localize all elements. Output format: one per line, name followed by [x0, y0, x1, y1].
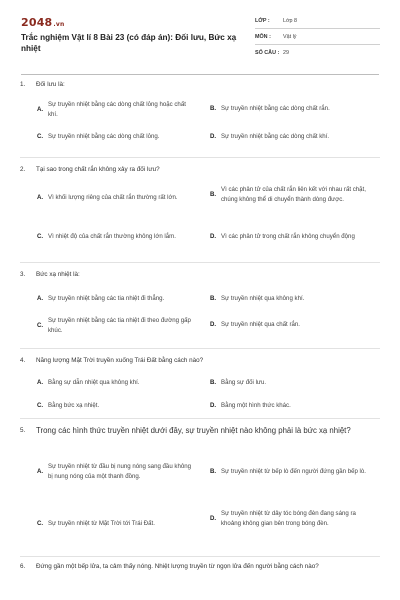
question-4: [20, 356, 380, 409]
meta-row-subject: [255, 29, 380, 45]
meta-label: LỚP :: [255, 17, 270, 24]
option-letter: C.: [37, 402, 44, 409]
option-letter: A.: [37, 467, 44, 475]
option-b[interactable]: [210, 467, 380, 477]
question-divider: [20, 157, 380, 158]
option-text: Bằng một hình thức khác.: [221, 402, 291, 409]
option-a[interactable]: [37, 193, 207, 203]
question-stem: [20, 165, 380, 175]
quiz-meta: [255, 13, 380, 60]
option-text: Bằng bức xạ nhiệt.: [48, 402, 100, 409]
option-b[interactable]: [210, 185, 380, 204]
option-text: Sự truyền nhiệt bằng các tia nhiệt đi theo đường gấp khúc.: [48, 317, 191, 334]
meta-value: Lớp 8: [283, 17, 298, 24]
option-d[interactable]: [210, 401, 380, 411]
option-text: Sự truyền nhiệt từ đầu bị nung nóng sang đầu không bị nung nóng của một thanh đồng.: [48, 463, 192, 480]
question-number: 2.: [20, 166, 26, 173]
meta-value: 29: [283, 49, 289, 56]
option-b[interactable]: [210, 378, 380, 388]
question-divider: [20, 418, 380, 419]
question-text: Tại sao trong chất rắn không xảy ra đối lưu?: [36, 166, 160, 173]
page-title: Trắc nghiệm Vật lí 8 Bài 23 (có đáp án): Đối lưu, Bức xạ nhiệt: [21, 33, 237, 53]
option-d[interactable]: [210, 320, 380, 330]
option-text: Vì khối lượng riêng của chất rắn thường rất lớn.: [48, 194, 178, 201]
option-text: Sự truyền nhiệt qua không khí.: [221, 295, 305, 302]
question-text: Trong các hình thức truyền nhiệt dưới đây, sự truyền nhiệt nào không phải là bức xạ nhiệt?: [36, 426, 351, 435]
option-a[interactable]: [37, 100, 207, 119]
option-text: Sự truyền nhiệt bằng các dòng chất khí.: [221, 133, 330, 140]
option-letter: D.: [210, 514, 217, 522]
option-text: Vì nhiệt độ của chất rắn thường không lớn lắm.: [48, 233, 176, 240]
question-divider: [20, 262, 380, 263]
option-b[interactable]: [210, 294, 380, 304]
option-letter: B.: [210, 468, 217, 475]
question-number: 5.: [20, 427, 26, 434]
option-text: Bằng sự dẫn nhiệt qua không khí.: [48, 379, 140, 386]
question-divider: [20, 556, 380, 557]
option-a[interactable]: [37, 462, 207, 481]
option-text: Sự truyền nhiệt từ Mặt Trời tới Trái Đất.: [48, 520, 155, 527]
option-c[interactable]: [37, 232, 207, 242]
option-a[interactable]: [37, 378, 207, 388]
option-letter: D.: [210, 402, 217, 409]
question-stem: [20, 80, 380, 90]
option-text: Sự truyền nhiệt bằng các dòng chất lỏng.: [48, 133, 160, 140]
option-c[interactable]: [37, 401, 207, 411]
question-number: 4.: [20, 357, 26, 364]
option-text: Sự truyền nhiệt qua chất rắn.: [221, 321, 300, 328]
option-letter: A.: [37, 105, 44, 113]
meta-label: SỐ CÂU :: [255, 49, 280, 56]
option-text: Sự truyền nhiệt từ bếp lò đến người đứng gần bếp lò.: [221, 468, 366, 475]
meta-label: MÔN :: [255, 33, 271, 40]
option-d[interactable]: [210, 232, 380, 242]
option-text: Vì các phân tử của chất rắn liên kết với nhau rất chặt, chúng không thể di chuyển thành dòng được.: [221, 186, 366, 203]
option-text: Bằng sự đối lưu.: [221, 379, 267, 386]
option-text: Vì các phân tử trong chất rắn không chuyển động: [221, 233, 355, 240]
option-letter: C.: [37, 520, 44, 527]
option-text: Sự truyền nhiệt bằng các dòng chất rắn.: [221, 105, 330, 112]
question-number: 6.: [20, 563, 26, 570]
question-stem: [20, 562, 380, 572]
question-2: [20, 165, 380, 240]
meta-row-grade: [255, 13, 380, 29]
option-text: Sự truyền nhiệt bằng các tia nhiệt đi thẳng.: [48, 295, 165, 302]
question-text: Đối lưu là:: [36, 81, 65, 88]
option-letter: D.: [210, 233, 217, 240]
option-d[interactable]: [210, 509, 380, 528]
option-letter: D.: [210, 321, 217, 328]
option-letter: C.: [37, 233, 44, 240]
option-letter: A.: [37, 295, 44, 302]
question-1: [20, 80, 380, 140]
option-d[interactable]: [210, 132, 380, 142]
question-text: Bức xạ nhiệt là:: [36, 271, 80, 278]
logo-text: 2048: [21, 16, 53, 29]
question-text: Đứng gần một bếp lửa, ta cảm thấy nóng. Nhiệt lượng truyền từ ngọn lửa đến người bằng cách nào?: [36, 563, 319, 570]
option-letter: B.: [210, 190, 217, 198]
question-3: [20, 270, 380, 334]
question-stem: [20, 356, 380, 366]
option-letter: B.: [210, 105, 217, 112]
question-6: [20, 562, 380, 572]
option-text: Sự truyền nhiệt bằng các dòng chất lỏng hoặc chất khí.: [48, 101, 186, 118]
question-divider: [20, 348, 380, 349]
option-c[interactable]: [37, 519, 207, 529]
option-a[interactable]: [37, 294, 207, 304]
question-text: Năng lượng Mặt Trời truyền xuống Trái Đất bằng cách nào?: [36, 357, 204, 364]
question-stem: [20, 270, 380, 280]
option-letter: A.: [37, 379, 44, 386]
option-b[interactable]: [210, 104, 380, 114]
header-divider: [21, 74, 379, 75]
option-text: Sự truyền nhiệt từ dây tóc bóng đèn đang sáng ra khoảng không gian bên trong bóng đèn.: [221, 510, 356, 527]
logo-domain: .vn: [53, 21, 65, 28]
site-logo[interactable]: [21, 16, 64, 29]
option-letter: A.: [37, 194, 44, 201]
option-letter: B.: [210, 295, 217, 302]
option-letter: C.: [37, 321, 44, 329]
meta-value: Vật lý: [283, 33, 297, 40]
option-letter: D.: [210, 133, 217, 140]
option-letter: B.: [210, 379, 217, 386]
question-stem: [20, 425, 380, 437]
option-c[interactable]: [37, 132, 207, 142]
question-5: [20, 425, 380, 527]
question-number: 3.: [20, 271, 26, 278]
option-letter: C.: [37, 133, 44, 140]
question-number: 1.: [20, 81, 26, 88]
option-c[interactable]: [37, 316, 207, 335]
page-header: [0, 0, 400, 72]
meta-row-count: [255, 45, 380, 60]
